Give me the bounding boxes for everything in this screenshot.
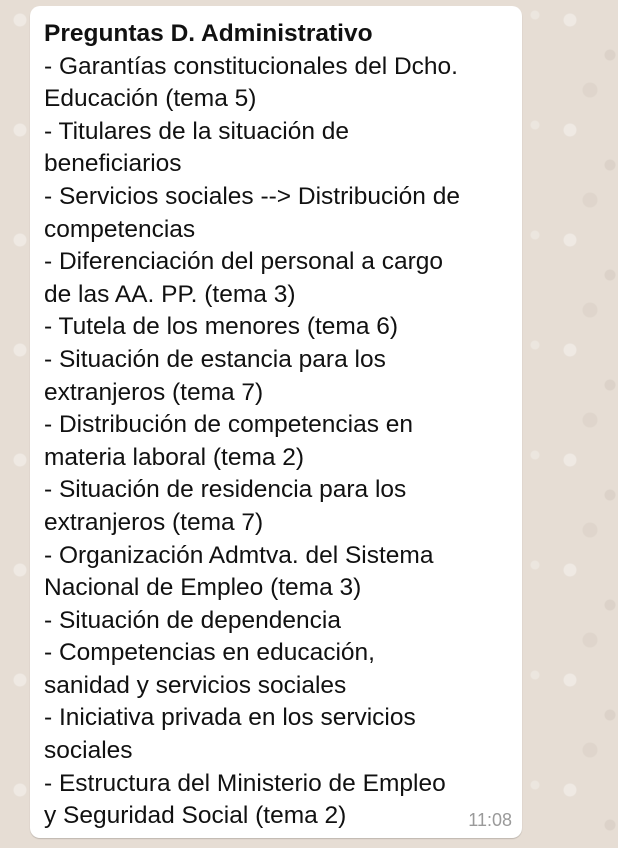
message-line: Nacional de Empleo (tema 3) (44, 574, 362, 602)
message-line: - Situación de estancia para los (44, 345, 386, 373)
message-line: - Servicios sociales --> Distribución de (44, 182, 460, 210)
message-line: Educación (tema 5) (44, 85, 257, 113)
message-timestamp: 11:08 (468, 810, 512, 830)
message-line: - Tutela de los menores (tema 6) (44, 313, 399, 341)
message-line: competencias (44, 215, 196, 243)
message-line: - Situación de residencia para los (44, 476, 407, 504)
message-line: - Diferenciación del personal a cargo (44, 248, 444, 276)
message-line: de las AA. PP. (tema 3) (44, 280, 296, 308)
message-line: extranjeros (tema 7) (44, 378, 264, 406)
message-line: - Competencias en educación, (44, 639, 375, 667)
message-bubble[interactable] (30, 6, 522, 838)
message-line: materia laboral (tema 2) (44, 443, 305, 471)
message-line: - Organización Admtva. del Sistema (44, 541, 434, 569)
message-line: - Iniciativa privada en los servicios (44, 704, 416, 732)
message-line: beneficiarios (44, 150, 182, 178)
message-line: - Titulares de la situación de (44, 117, 350, 145)
message-body (44, 51, 508, 833)
message-line: - Distribución de competencias en (44, 411, 414, 439)
message-line: y Seguridad Social (tema 2) (44, 802, 347, 830)
message-line: - Situación de dependencia (44, 606, 341, 634)
message-line: - Estructura del Ministerio de Empleo (44, 769, 446, 797)
message-line: sociales (44, 737, 133, 765)
message-title: Preguntas D. Administrativo (44, 20, 373, 47)
message-line: sanidad y servicios sociales (44, 671, 347, 699)
message-line: - Garantías constitucionales del Dcho. (44, 52, 458, 80)
message-line: extranjeros (tema 7) (44, 508, 264, 536)
